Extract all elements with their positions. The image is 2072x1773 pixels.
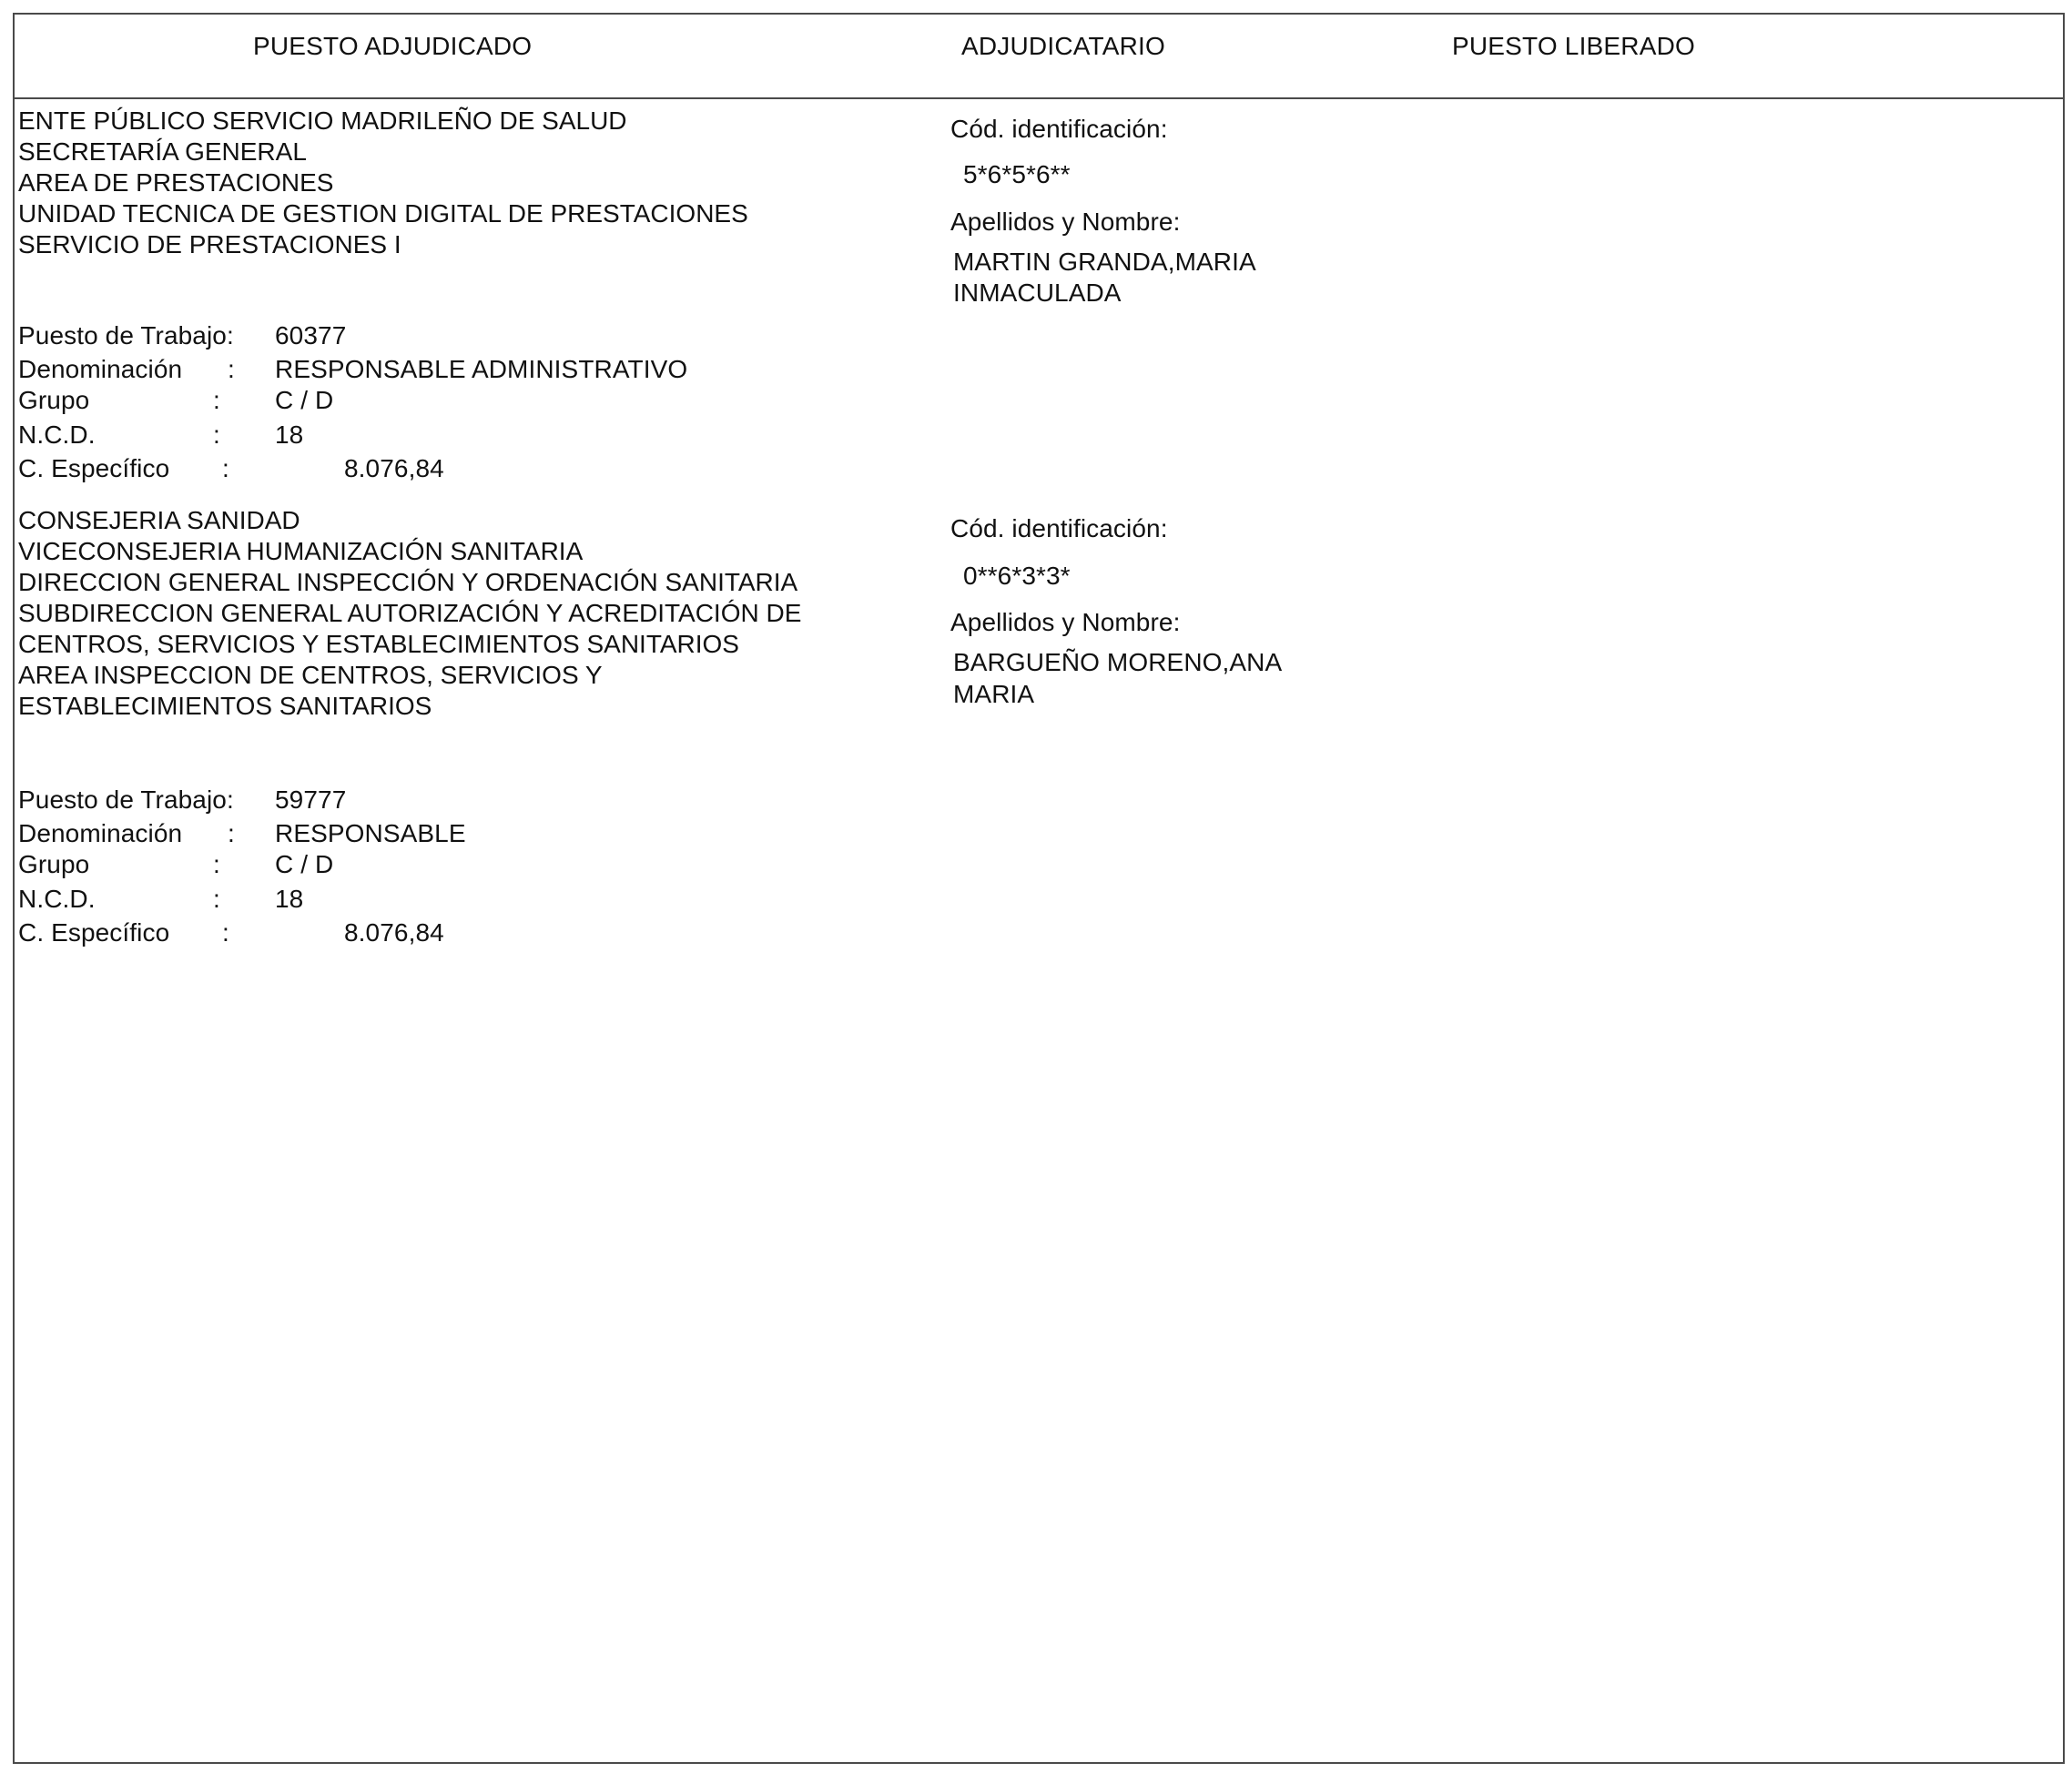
nombre-line: MARIA [953,680,1035,708]
org-line: AREA INSPECCION DE CENTROS, SERVICIOS Y [18,661,603,689]
c-especifico-value: 8.076,84 [344,918,444,947]
grupo-value: C / D [275,850,334,878]
org-line: DIRECCION GENERAL INSPECCIÓN Y ORDENACIÓN SANITARIA [18,568,798,596]
org-line: SECRETARÍA GENERAL [18,137,307,166]
puesto-de-trabajo-value: 59777 [275,785,347,814]
grupo-label: Grupo [18,850,90,878]
org-line: SERVICIO DE PRESTACIONES I [18,230,401,258]
puesto-de-trabajo-value: 60377 [275,321,347,350]
denominacion-value: RESPONSABLE ADMINISTRATIVO [275,355,688,383]
entry-2-organization [18,505,801,722]
apellidos-nombre-label: Apellidos y Nombre: [950,608,1181,636]
denominacion-label: Denominación [18,355,183,383]
denominacion-label: Denominación [18,819,183,847]
ncd-value: 18 [275,420,304,449]
colon: : [222,454,229,482]
column-header-adjudicatario: ADJUDICATARIO [961,32,1166,60]
org-line: ESTABLECIMIENTOS SANITARIOS [18,692,432,720]
org-line: SUBDIRECCION GENERAL AUTORIZACIÓN Y ACREDITACIÓN DE [18,599,802,627]
nombre-line: BARGUEÑO MORENO,ANA [953,648,1283,676]
column-header-puesto-adjudicado: PUESTO ADJUDICADO [253,32,533,60]
puesto-de-trabajo-label: Puesto de Trabajo: [18,785,234,814]
colon: : [213,386,220,414]
ncd-label: N.C.D. [18,420,96,449]
cod-identificacion-value: 5*6*5*6** [963,160,1071,188]
cod-identificacion-value: 0**6*3*3* [963,562,1071,590]
nombre-line: MARTIN GRANDA,MARIA [953,248,1256,276]
org-line: ENTE PÚBLICO SERVICIO MADRILEÑO DE SALUD [18,106,627,135]
org-line: AREA DE PRESTACIONES [18,168,334,197]
cod-identificacion-label: Cód. identificación: [950,115,1168,143]
denominacion-value: RESPONSABLE [275,819,466,847]
colon: : [222,918,229,947]
apellidos-nombre-label: Apellidos y Nombre: [950,208,1181,236]
c-especifico-value: 8.076,84 [344,454,444,482]
column-header-puesto-liberado: PUESTO LIBERADO [1452,32,1696,60]
org-line: CONSEJERIA SANIDAD [18,506,300,534]
header-divider [13,97,2065,99]
ncd-value: 18 [275,885,304,913]
grupo-value: C / D [275,386,334,414]
grupo-label: Grupo [18,386,90,414]
c-especifico-label: C. Específico [18,454,170,482]
colon: : [213,850,220,878]
colon: : [213,885,220,913]
ncd-label: N.C.D. [18,885,96,913]
puesto-de-trabajo-label: Puesto de Trabajo: [18,321,234,350]
nombre-line: INMACULADA [953,279,1122,307]
c-especifico-label: C. Específico [18,918,170,947]
colon: : [213,420,220,449]
org-line: CENTROS, SERVICIOS Y ESTABLECIMIENTOS SANITARIOS [18,630,739,658]
cod-identificacion-label: Cód. identificación: [950,514,1168,542]
colon: : [228,819,235,847]
colon: : [228,355,235,383]
entry-1-organization [18,106,748,260]
org-line: VICECONSEJERIA HUMANIZACIÓN SANITARIA [18,537,584,565]
org-line: UNIDAD TECNICA DE GESTION DIGITAL DE PRESTACIONES [18,199,748,228]
